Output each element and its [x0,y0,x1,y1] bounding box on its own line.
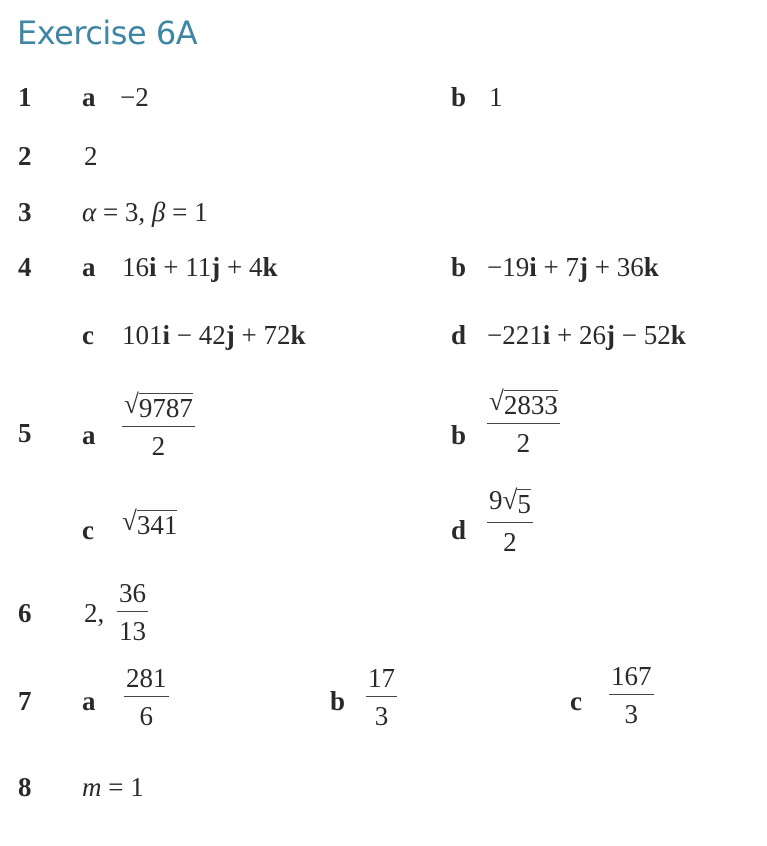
q4-part-a-label: a [82,252,96,282]
q4-answer-d: −221i + 26j − 52k [487,320,686,350]
q5-part-b-label: b [451,420,467,450]
q1-answer-a: −2 [120,82,149,112]
question-number-2: 2 [18,141,32,171]
q8-answer: m = 1 [82,772,144,802]
sqrt-symbol: √ [489,386,504,416]
q7-part-b-label: b [330,686,346,716]
question-number-3: 3 [18,197,32,227]
q4-part-b-label: b [451,252,467,282]
q1-answer-b: 1 [489,82,503,112]
q7-part-c-label: c [570,686,582,716]
q4-answer-a: 16i + 11j + 4k [122,252,278,282]
sqrt-symbol: √ [122,506,137,536]
q5-answer-d: 9 √ 5 2 [489,485,531,557]
q4-part-d-label: d [451,320,467,350]
q5-part-d-label: d [451,515,467,545]
q4-answer-b: −19i + 7j + 36k [487,252,659,282]
q7-answer-c: $\frac{167}{3}$ [611,661,652,729]
q7-answer-b: $\frac{17}{3}$ [368,663,395,731]
sqrt-symbol: √ [124,389,139,419]
q3-eq2: = 1 [165,197,208,227]
q3-eq1: = 3, [96,197,152,227]
question-number-5: 5 [18,418,32,448]
question-number-1: 1 [18,82,32,112]
beta-symbol: β [151,197,166,227]
q5-answer-b: √ 2833 2 [489,386,558,458]
question-number-7: 7 [18,686,32,716]
page-title: Exercise 6A [17,14,198,52]
q5-part-c-label: c [82,515,94,545]
q7-part-a-label: a [82,686,96,716]
question-number-4: 4 [18,252,32,282]
q2-answer: 2 [84,141,98,171]
q6-answer-first: 2, [84,598,105,628]
question-number-6: 6 [18,598,32,628]
q1-part-b-label: b [451,82,467,112]
q3-answer [82,199,208,226]
sqrt-symbol: √ [502,485,518,515]
q1-part-a-label: a [82,82,96,112]
alpha-symbol: α [82,197,97,227]
q5-answer-a: √ 9787 2 [124,389,193,461]
q4-answer-c: 101i − 42j + 72k [122,320,306,350]
q4-part-c-label: c [82,320,94,350]
q5-answer-c: √ 341 [122,506,178,540]
question-number-8: 8 [18,772,32,802]
q7-answer-a: $\frac{281}{6}$ [126,663,167,731]
q5-part-a-label: a [82,420,96,450]
q6-answer-fraction: $\frac{36}{13}$ [119,578,146,646]
